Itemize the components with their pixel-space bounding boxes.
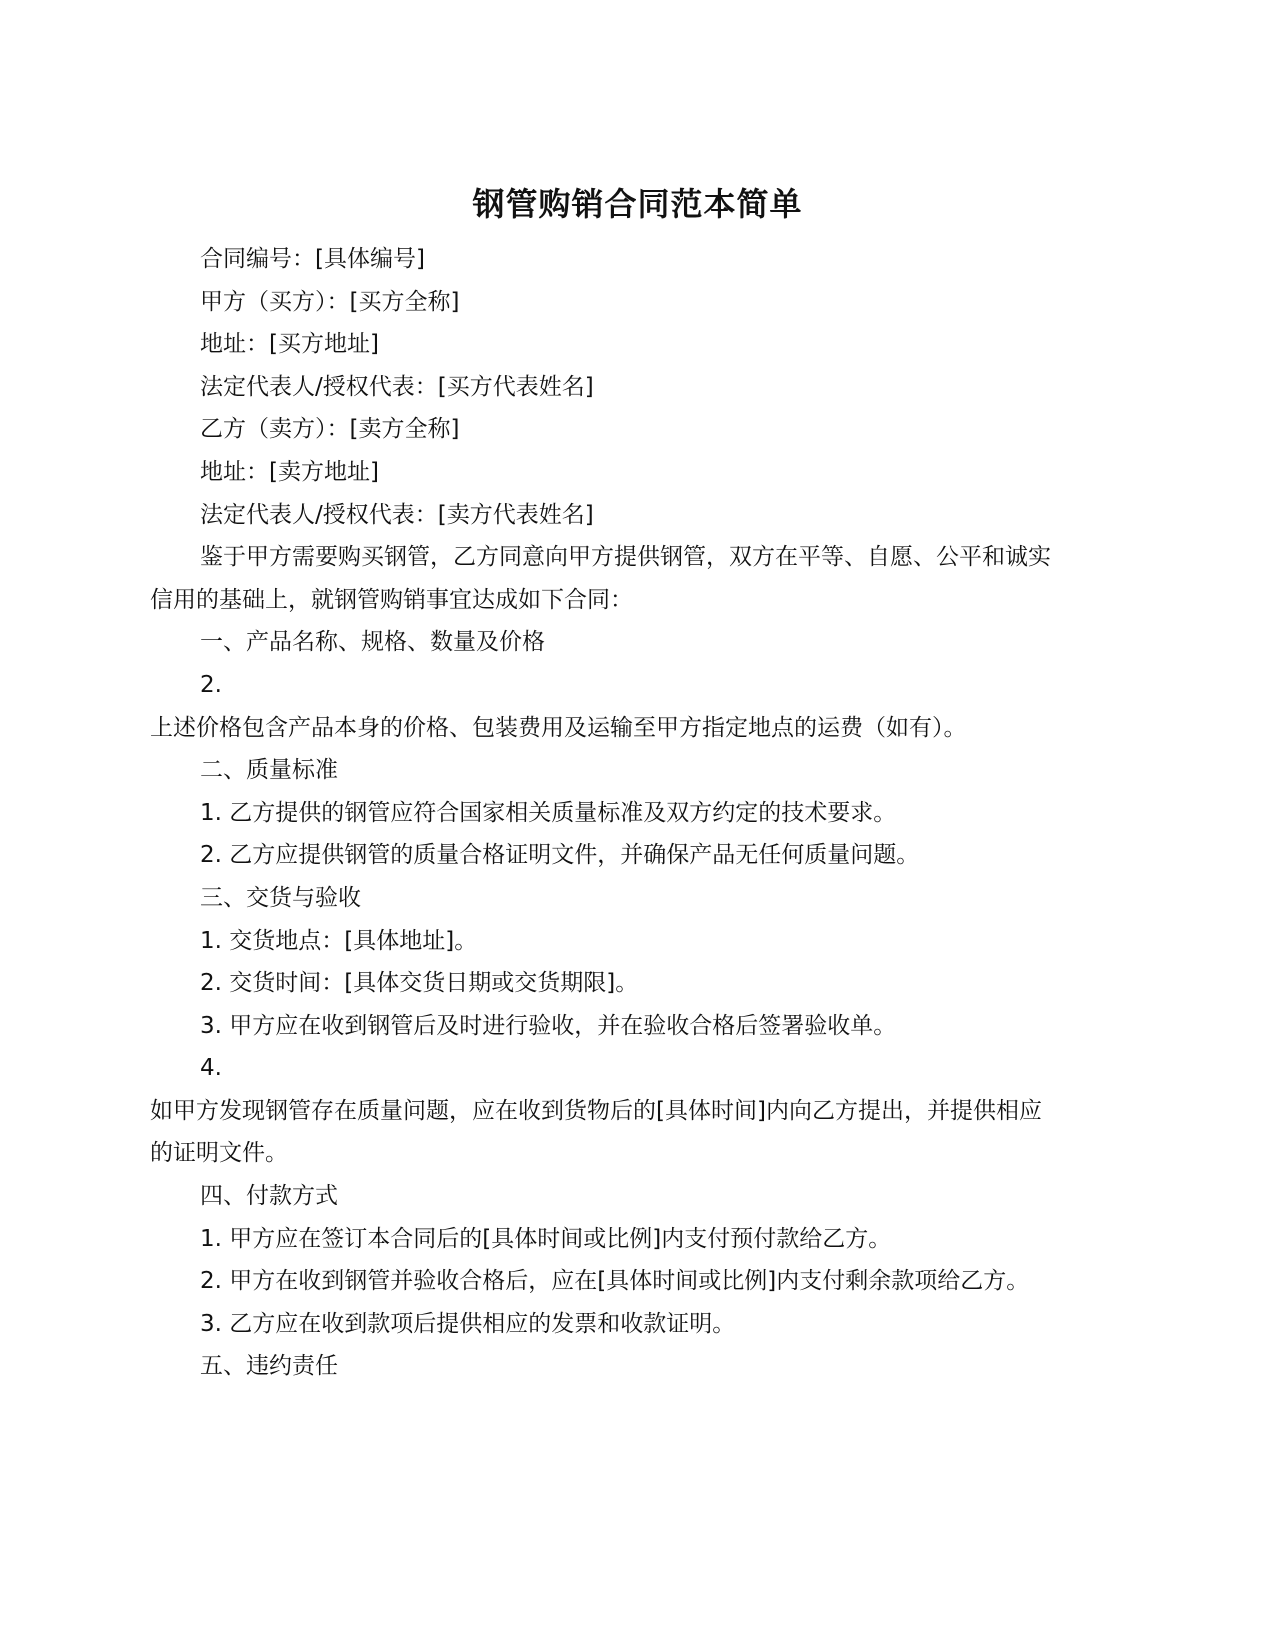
party-b-address-line: 地址：[卖方地址] (200, 458, 379, 485)
clause-line: 3. 乙方应在收到款项后提供相应的发票和收款证明。 (200, 1310, 736, 1337)
clause-line: 3. 甲方应在收到钢管后及时进行验收，并在验收合格后签署验收单。 (200, 1012, 897, 1039)
clause-line: 1. 乙方提供的钢管应符合国家相关质量标准及双方约定的技术要求。 (200, 799, 897, 826)
clause-line: 如甲方发现钢管存在质量问题，应在收到货物后的[具体时间]内向乙方提出，并提供相应 (150, 1097, 1042, 1124)
clause-line: 2. (200, 671, 222, 698)
clause-line: 2. 乙方应提供钢管的质量合格证明文件，并确保产品无任何质量问题。 (200, 842, 920, 869)
party-a-address-line: 地址：[买方地址] (200, 331, 379, 358)
clause-line: 2. 甲方在收到钢管并验收合格后，应在[具体时间或比例]内支付剩余款项给乙方。 (200, 1268, 1030, 1295)
document-title: 钢管购销合同范本简单 (472, 185, 803, 223)
clause-line: 的证明文件。 (150, 1140, 288, 1167)
section-heading: 三、交货与验收 (200, 884, 361, 911)
clause-line: 1. 交货地点：[具体地址]。 (200, 927, 478, 954)
preamble-line: 信用的基础上，就钢管购销事宜达成如下合同： (150, 586, 633, 613)
contract-number-line: 合同编号：[具体编号] (200, 246, 425, 272)
party-a-representative-line: 法定代表人/授权代表：[买方代表姓名] (200, 373, 594, 400)
party-a-name-line: 甲方（买方）：[买方全称] (200, 288, 460, 315)
clause-line: 上述价格包含产品本身的价格、包装费用及运输至甲方指定地点的运费（如有）。 (150, 714, 967, 741)
clause-line: 1. 甲方应在签订本合同后的[具体时间或比例]内支付预付款给乙方。 (200, 1225, 892, 1252)
clause-line: 4. (200, 1055, 222, 1082)
party-b-representative-line: 法定代表人/授权代表：[卖方代表姓名] (200, 501, 594, 528)
section-heading: 一、产品名称、规格、数量及价格 (200, 629, 545, 656)
party-b-name-line: 乙方（卖方）：[卖方全称] (200, 416, 460, 443)
clause-line: 2. 交货时间：[具体交货日期或交货期限]。 (200, 970, 639, 997)
section-heading: 四、付款方式 (200, 1183, 338, 1210)
preamble-line: 鉴于甲方需要购买钢管，乙方同意向甲方提供钢管，双方在平等、自愿、公平和诚实 (200, 544, 1051, 571)
document-body (150, 238, 1130, 1388)
section-heading: 五、违约责任 (200, 1353, 338, 1380)
section-heading: 二、质量标准 (200, 757, 338, 784)
